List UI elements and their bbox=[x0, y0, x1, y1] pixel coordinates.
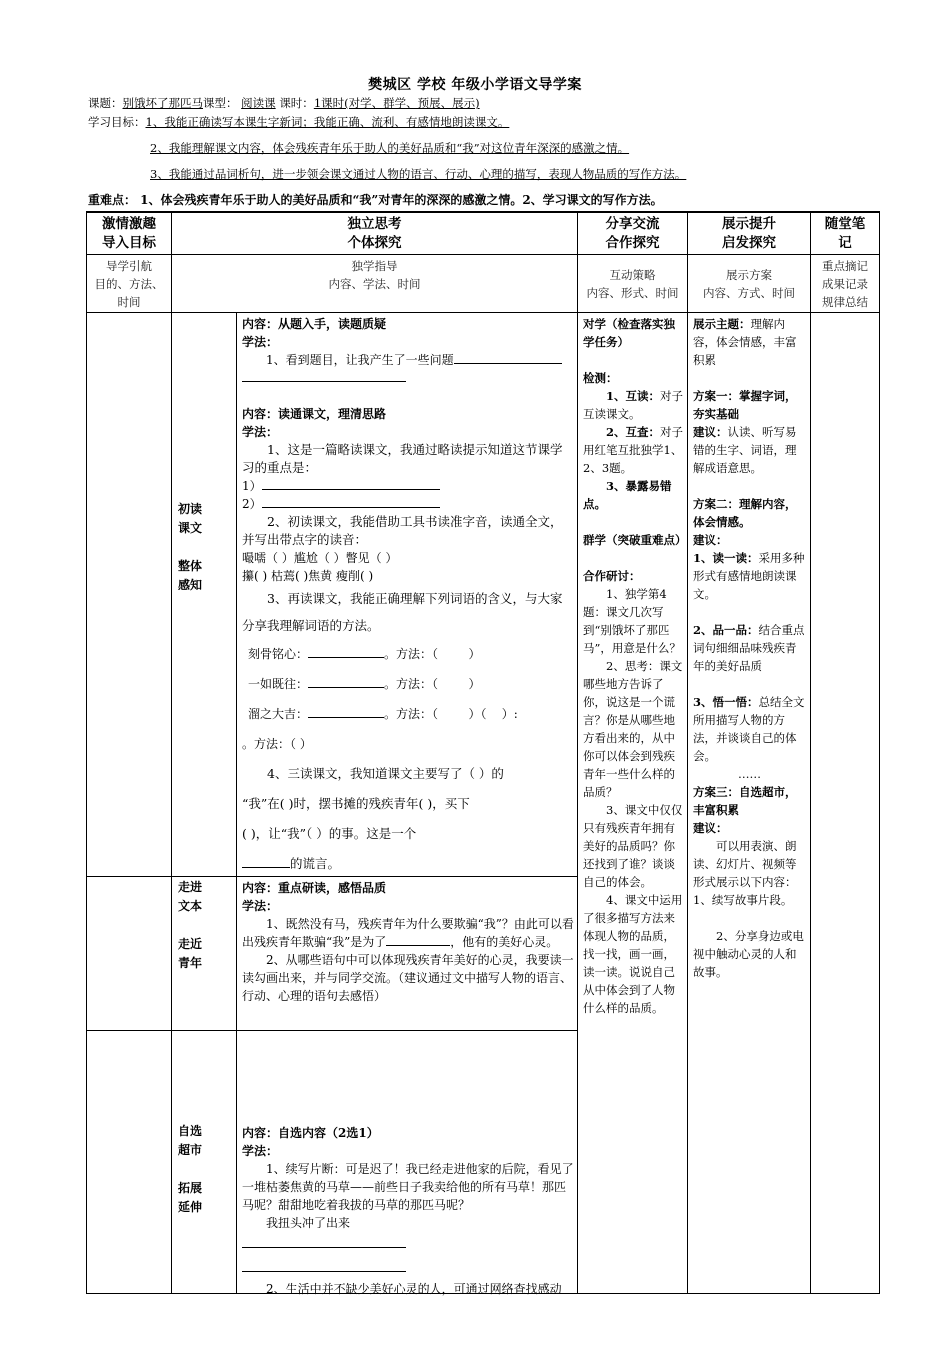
study2-q1-tail: ，他有的美好心灵。 bbox=[450, 935, 559, 949]
study1-method2: 学法： bbox=[242, 425, 279, 439]
study1-q1-text: 1、看到题目，让我产生了一些问题 bbox=[266, 353, 454, 367]
col4-theme-label: 展示主题： bbox=[693, 317, 751, 331]
col3-spacer3 bbox=[583, 549, 683, 567]
study1-w2: 一如既往： 。方法：（ ） bbox=[248, 677, 481, 691]
study1-method1: 学法： bbox=[242, 335, 279, 349]
subheader-col2-line1: 独学指导 bbox=[351, 259, 398, 273]
study1-w3-blank[interactable] bbox=[308, 717, 384, 718]
study1-w1-blank[interactable] bbox=[308, 657, 384, 658]
col3-title-qunxue: 群学（突破重难点） bbox=[583, 533, 687, 547]
col3-title-discuss: 合作研讨： bbox=[583, 569, 641, 583]
col4-s2-label: 2、品一品： bbox=[693, 623, 759, 637]
study1-q2a-label: 1） bbox=[242, 479, 262, 493]
col4-plan3: 方案三：自选超市，丰富积累 bbox=[693, 785, 797, 817]
goals-label: 学习目标： bbox=[88, 115, 146, 129]
col4-spacer5 bbox=[693, 909, 806, 927]
col4-s3 bbox=[693, 693, 806, 765]
study3-blank2[interactable] bbox=[242, 1271, 406, 1272]
col4-plan3-sug-text: 可以用表演、朗读、幻灯片、视频等形式展示以下内容： bbox=[693, 839, 797, 889]
study1-w2-label: 一如既往： bbox=[248, 677, 309, 691]
study1-q5d-text: 的谎言。 bbox=[290, 856, 341, 871]
study1-spacer1 bbox=[242, 387, 574, 405]
study3-q1b: 我扭头冲了出来 bbox=[266, 1216, 351, 1230]
subheader-col1-line1: 导学引航 bbox=[106, 259, 152, 273]
col4-plan1: 方案一：掌握字词，夯实基础 bbox=[693, 389, 797, 421]
study1-w1-method: 。方法： bbox=[384, 647, 433, 661]
goal-1: 1、我能正确读写本课生字新词；我能正确、流利、有感情地朗读课文。 bbox=[145, 115, 510, 129]
col3-point2: 2、思考：课文哪些地方告诉了你，说这是一个谎言？你是从哪些地方看出来的，从中你可以体会到残疾青年一些什么样的品质？ bbox=[583, 659, 683, 799]
study3-q1: 1、续写片断：可是迟了！我已经走进他家的后院，看见了一堆枯萎焦黄的马草——前些日子我卖给他的所有马草！那匹马呢？甜甜地吃着我拔的马草的那匹马呢？ bbox=[242, 1162, 574, 1212]
study3-method: 学法： bbox=[242, 1144, 279, 1158]
study1-q4: 3、再读课文，我能正确理解下列词语的含义，与大家分享我理解词语的方法。 bbox=[242, 591, 563, 633]
study1-w1: 刻骨铭心： 。方法：（ ） bbox=[248, 647, 481, 661]
col4-plan3-sug-label: 建议： bbox=[693, 821, 728, 835]
stage-2-line4: 走近 bbox=[178, 937, 203, 951]
col-divider-4 bbox=[810, 211, 811, 1294]
stage-label-1 bbox=[178, 500, 233, 595]
subheader-col4-line1: 展示方案 bbox=[726, 268, 772, 282]
col3-item2 bbox=[583, 423, 683, 477]
study1-w3-method: 。方法： bbox=[384, 707, 433, 721]
col4-s3-text: 总结全文所用描写人物的方法，并谈谈自己的体会。 bbox=[693, 695, 805, 763]
stage-1-gap bbox=[178, 538, 233, 557]
stage-1-line5: 感知 bbox=[178, 578, 203, 592]
study2-q1 bbox=[242, 915, 574, 951]
stage-3-line5: 延伸 bbox=[178, 1200, 203, 1214]
study3-content: 内容：自选内容（2选1） bbox=[242, 1126, 379, 1140]
study1-q5d bbox=[242, 849, 574, 879]
subheader-col5 bbox=[811, 257, 879, 311]
col-divider-3 bbox=[687, 211, 688, 1294]
col3-item2-text: 对子用红笔互批独学1、2、3题。 bbox=[583, 425, 684, 475]
study1-q3a: 嘬嚅（ ）尴尬（ ）瞥见（ ） bbox=[242, 551, 398, 565]
subheader-col1-line2: 目的、方法、 bbox=[94, 277, 164, 291]
stage-1-line2: 课文 bbox=[178, 521, 203, 535]
study1-q3: 2、初读课文，我能借助工具书读准字音，读通全文，并写出带点字的读音： bbox=[242, 514, 563, 547]
col4-s3-label: 3、悟一悟： bbox=[693, 695, 759, 709]
subheader-col4 bbox=[688, 266, 810, 302]
table-left-border bbox=[86, 211, 87, 1294]
col3-item2-label: 2、互查： bbox=[606, 425, 661, 439]
study1-q3b: 攥( ) 枯蔫( )焦黄 瘦削( ) bbox=[242, 569, 374, 583]
lesson-time-value: 1课时(对学、群学、预展、展示) bbox=[313, 96, 480, 110]
stage-2-line1: 走进 bbox=[178, 880, 203, 894]
subheader-col5-line3: 规律总结 bbox=[822, 295, 868, 309]
study1-q5b: “我”在( )时，摆书摊的残疾青年( )，买下 bbox=[242, 796, 470, 811]
study1-q2: 1、这是一篇略读课文，我通过略读提示知道这节课学习的重点是： bbox=[242, 442, 563, 475]
goal-2: 2、我能理解课文内容，体会残疾青年乐于助人的美好品质和“我”对这位青年深深的感激之情。 bbox=[150, 141, 630, 155]
col4-dots: …… bbox=[738, 767, 761, 781]
header-col5 bbox=[811, 215, 879, 253]
col3-point4: 4、课文中运用了很多描写方法来体现人物的品质，找一找，画一画，读一读。说说自己从中体会到了人物什么样的品质。 bbox=[583, 893, 683, 1015]
header-col1-line2: 导入目标 bbox=[102, 235, 156, 251]
study2-content: 内容：重点研读，感悟品质 bbox=[242, 881, 387, 895]
header-col4 bbox=[688, 215, 810, 253]
header-col3 bbox=[578, 215, 687, 253]
study1-q1 bbox=[242, 351, 574, 369]
stage-3-line4: 拓展 bbox=[178, 1181, 203, 1195]
col4-plan2-sug-label: 建议： bbox=[693, 533, 728, 547]
key-points: 重难点： 1、体会残疾青年乐于助人的美好品质和“我”对青年的深深的感激之情。2、学习课文的写作方法。 bbox=[88, 193, 663, 207]
study3-q2: 2、生活中并不缺少美好心灵的人，可通过网络查找感动 bbox=[266, 1282, 562, 1296]
goal-line-1 bbox=[88, 114, 509, 130]
subheader-col4-line2: 内容、方式、时间 bbox=[703, 286, 795, 300]
col4-plan2: 方案二：理解内容，体会情感。 bbox=[693, 497, 797, 529]
study-section-1 bbox=[242, 315, 574, 879]
lesson-type-value: 阅读课 bbox=[241, 96, 276, 110]
col4-spacer3 bbox=[693, 603, 806, 621]
study1-q2a-blank[interactable] bbox=[262, 489, 440, 490]
lesson-type-label: 课型： bbox=[203, 96, 238, 110]
study1-w2-method: 。方法： bbox=[384, 677, 433, 691]
stage-1-line4: 整体 bbox=[178, 559, 203, 573]
col4-example2: 2、分享身边或电视中触动心灵的人和故事。 bbox=[693, 929, 804, 979]
header-col3-line1: 分享交流 bbox=[605, 216, 660, 232]
stage-2-line2: 文本 bbox=[178, 899, 203, 913]
study1-q1-blank2[interactable] bbox=[242, 381, 406, 382]
study2-q1-text: 1、既然没有马，残疾青年为什么要欺骗“我”？由此可以看出残疾青年欺骗“我”是为了 bbox=[242, 917, 574, 949]
study1-q1-line2 bbox=[242, 369, 574, 387]
col3-title-check: 检测： bbox=[583, 371, 618, 385]
subheader-col3-line2: 内容、形式、时间 bbox=[586, 286, 679, 300]
stage-label-2 bbox=[178, 878, 233, 973]
header-col3-line2: 合作探究 bbox=[605, 235, 660, 251]
col3-spacer1 bbox=[583, 351, 683, 369]
lesson-value: 别饿坏了那匹马 bbox=[122, 96, 203, 110]
stage-2-line5: 青年 bbox=[178, 956, 203, 970]
col4-theme-text: 理解内容，体会情感，丰富积累 bbox=[693, 317, 797, 367]
stage-3-line2: 超市 bbox=[178, 1143, 203, 1157]
lesson-time-label: 课时： bbox=[279, 96, 314, 110]
study1-w2-blank[interactable] bbox=[308, 687, 384, 688]
col4-s1 bbox=[693, 549, 806, 603]
table-header-divider bbox=[86, 254, 879, 255]
stage-label-3 bbox=[178, 1122, 233, 1217]
subheader-col2-line2: 内容、学法、时间 bbox=[328, 277, 421, 291]
stage-2-gap bbox=[178, 916, 233, 935]
study3-blank-line1 bbox=[242, 1232, 574, 1256]
col4-spacer2 bbox=[693, 477, 806, 495]
col3-spacer2 bbox=[583, 513, 683, 531]
col3-title-duixue: 对学（检查落实独学任务） bbox=[583, 317, 675, 349]
study2-q2: 2、从哪些语句中可以体现残疾青年美好的心灵，我要读一读勾画出来，并与同学交流。（建议通过文中描写人物的语言、行动、心理的语句去感悟） bbox=[242, 953, 574, 1003]
col4-theme bbox=[693, 315, 806, 369]
col4-s1-label: 1、读一读： bbox=[693, 551, 759, 565]
subheader-col1 bbox=[87, 257, 171, 311]
study1-content2: 内容：读通课文，理清思路 bbox=[242, 407, 387, 421]
study1-q5d-blank[interactable] bbox=[242, 867, 290, 868]
col4-s1-text: 采用多种形式有感情地朗读课文。 bbox=[693, 551, 805, 601]
col-divider-2 bbox=[577, 211, 578, 1294]
header-col5-line1: 随堂笔 bbox=[824, 216, 866, 232]
table-top-border bbox=[86, 211, 879, 213]
study2-q1-blank[interactable] bbox=[386, 945, 450, 946]
study1-w1-label: 刻骨铭心： bbox=[248, 647, 309, 661]
subheader-col3-line1: 互动策略 bbox=[609, 268, 656, 282]
col3-point1: 1、独学第4题：课文几次写到“别饿坏了那匹马”，用意是什么？ bbox=[583, 587, 681, 655]
header-col1 bbox=[87, 215, 171, 253]
col3-item1-text: 对子互读课文。 bbox=[583, 389, 684, 421]
study2-method: 学法： bbox=[242, 899, 279, 913]
lesson-line bbox=[88, 95, 480, 111]
subheader-col3 bbox=[578, 266, 687, 302]
col4-spacer4 bbox=[693, 675, 806, 693]
study1-q5c: ( )，让“我”（ ）的事。这是一个 bbox=[242, 826, 417, 841]
table-right-border bbox=[879, 211, 880, 1294]
header-col4-line1: 展示提升 bbox=[722, 216, 776, 232]
goal-3: 3、我能通过品词析句，进一步领会课文通过人物的语言、行动、心理的描写，表现人物品质的写作方法。 bbox=[150, 167, 687, 181]
study1-q1-blank[interactable] bbox=[454, 363, 562, 364]
row-divider-2 bbox=[86, 1030, 577, 1031]
study1-q5a: 4、三读课文，我知道课文主要写了（ ）的 bbox=[267, 766, 504, 781]
lesson-label: 课题： bbox=[88, 96, 123, 110]
study1-w3: 溜之大吉： 。方法：（ ）（ ）: bbox=[248, 707, 518, 721]
col4-plan1-sug-text: 认读、听写易错的生字、词语，理解成语意思。 bbox=[693, 425, 797, 475]
col4-s2-text: 结合重点词句细细品味残疾青年的美好品质 bbox=[693, 623, 805, 673]
page-title: 樊城区 学校 年级小学语文导学案 bbox=[368, 77, 582, 93]
col-divider-stage bbox=[236, 312, 237, 1294]
study1-q2a bbox=[242, 477, 574, 495]
subheader-col5-line1: 重点摘记 bbox=[822, 259, 868, 273]
header-col4-line2: 启发探究 bbox=[722, 235, 776, 251]
study3-blank-line2 bbox=[242, 1256, 574, 1280]
study1-w3-tail: 。方法：（ ） bbox=[242, 737, 312, 751]
col4-s2 bbox=[693, 621, 806, 675]
col4-plan1-suggest bbox=[693, 423, 806, 477]
presentation-column bbox=[693, 315, 806, 981]
study1-q2b-blank[interactable] bbox=[262, 507, 440, 508]
subheader-col1-line3: 时间 bbox=[117, 295, 141, 309]
study1-w3-label: 溜之大吉： bbox=[248, 707, 309, 721]
stage-1-line1: 初读 bbox=[178, 502, 203, 516]
subheader-col5-line2: 成果记录 bbox=[822, 277, 868, 291]
stage-3-gap bbox=[178, 1160, 233, 1179]
col3-item1 bbox=[583, 387, 683, 423]
col4-plan1-sug-label: 建议： bbox=[693, 425, 728, 439]
header-col1-line1: 激情激趣 bbox=[102, 216, 156, 232]
col4-example1: 1、续写故事片段。 bbox=[693, 893, 793, 907]
study1-q2b-label: 2） bbox=[242, 497, 262, 511]
study1-content1: 内容：从题入手，读题质疑 bbox=[242, 317, 387, 331]
col3-item3: 3、暴露易错点。 bbox=[583, 479, 672, 511]
study-section-2 bbox=[242, 879, 574, 1005]
col3-point3: 3、课文中仅仅只有残疾青年拥有美好的品质吗？你还找到了谁？谈谈自己的体会。 bbox=[583, 803, 683, 889]
study1-q2b bbox=[242, 495, 574, 513]
col4-spacer1 bbox=[693, 369, 806, 387]
header-col2 bbox=[172, 215, 577, 253]
col-divider-1 bbox=[171, 211, 172, 1294]
stage-3-line1: 自选 bbox=[178, 1124, 203, 1138]
subheader-col2 bbox=[172, 257, 577, 293]
header-col2-line1: 独立思考 bbox=[347, 216, 402, 232]
study-section-3 bbox=[242, 1124, 574, 1298]
study3-blank1[interactable] bbox=[242, 1247, 406, 1248]
header-col5-line2: 记 bbox=[838, 235, 852, 251]
header-col2-line2: 个体探究 bbox=[347, 235, 402, 251]
col3-item1-label: 1、互读： bbox=[606, 389, 661, 403]
table-subheader-divider bbox=[86, 312, 879, 313]
interaction-column bbox=[583, 315, 687, 1017]
